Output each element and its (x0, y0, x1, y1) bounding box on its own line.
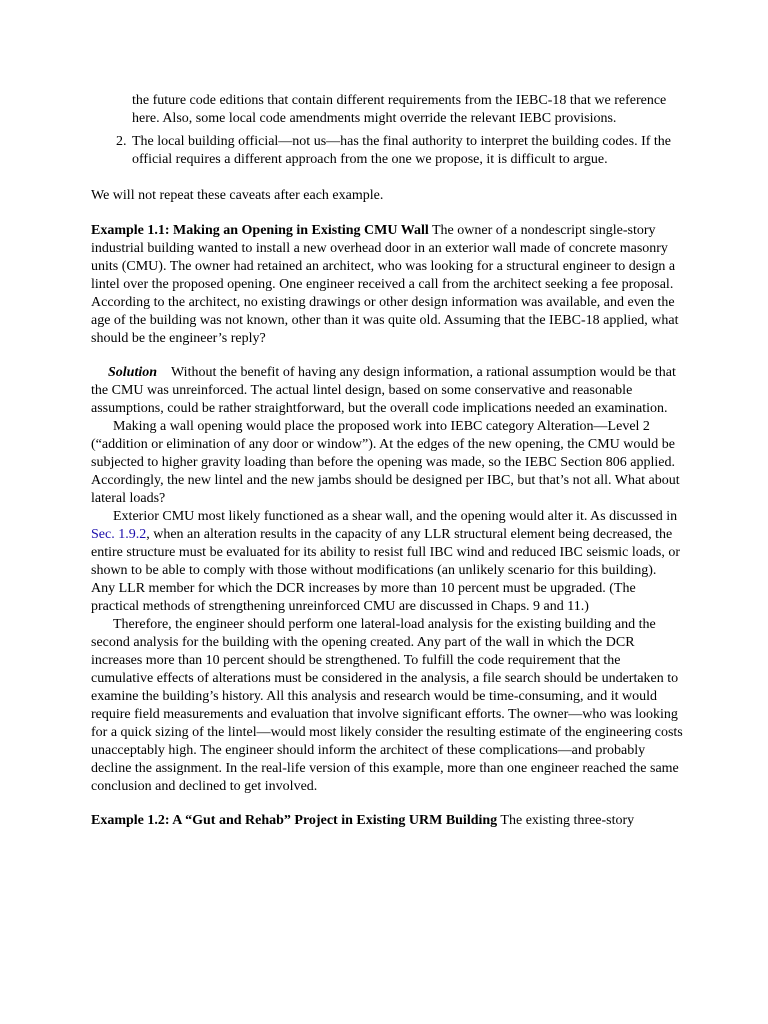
example-1-2 (91, 812, 683, 830)
solution-paragraph (91, 364, 683, 418)
example-1-1-text: The owner of a nondescript single-story industrial building wanted to install a new overhead door in an exterior wall made of concrete masonry units (CMU). The owner had retained an architect, who was looking for a structural engineer to design a lintel over the proposed opening. One engineer received a call from the architect seeking a fee proposal. According to the architect, no existing drawings or other design information was available, and even the age of the building was not known, other than it was quite old. Assuming that the IEBC-18 applied, what should be the engineer’s reply? (91, 223, 679, 346)
example-1-2-title: Example 1.2: A “Gut and Rehab” Project in Existing URM Building (91, 813, 498, 828)
section-cross-reference-link[interactable]: Sec. 1.9.2 (91, 527, 147, 542)
solution-text: Without the benefit of having any design information, a rational assumption would be that the CMU was unreinforced. The actual lintel design, based on some conservative and reasonable assumptions, could be rather straightforward, but the overall code implications needed an examination. (91, 365, 676, 416)
example-1-1 (91, 222, 683, 348)
document-page (91, 92, 683, 830)
exterior-cmu-text-before: Exterior CMU most likely functioned as a shear wall, and the opening would alter it. As discussed in (113, 509, 678, 524)
therefore-paragraph: Therefore, the engineer should perform one lateral-load analysis for the existing building and the second analysis for the building with the opening created. Any part of the wall in which the DCR increases more than 10 percent should be strengthened. To fulfill the code requirement that the cumulative effects of alterations must be considered in the analysis, a file search should be undertaken to examine the building’s history. All this analysis and research would be time-consuming, and it would require field measurements and evaluation that involve significant efforts. The owner—who was looking for a quick sizing of the lintel—would most likely consider the resulting estimate of the engineering costs unacceptably high. The engineer should inform the architect of these complications—and probably decline the assignment. In the real-life version of this example, more than one engineer reached the same conclusion and declined to get involved. (91, 617, 683, 794)
example-1-1-title: Example 1.1: Making an Opening in Existing CMU Wall (91, 223, 429, 238)
example-1-2-text: The existing three-story (497, 813, 635, 828)
solution-label: Solution (108, 365, 158, 380)
alteration-paragraph: Making a wall opening would place the proposed work into IEBC category Alteration—Level 2 (“addition or elimination of any door or window”). At the edges of the new opening, the CMU would be subjected to higher gravity loading than before the opening was made, so the IEBC Section 806 applied. Accordingly, the new lintel and the new jambs should be designed per IBC, but that’s not all. What about lateral loads? (91, 419, 680, 506)
exterior-cmu-paragraph (91, 508, 683, 616)
list-item-2-number: 2. (116, 134, 127, 149)
list-item-2 (116, 133, 683, 169)
caveat-note: We will not repeat these caveats after each example. (91, 188, 384, 203)
exterior-cmu-text-after: , when an alteration results in the capacity of any LLR structural element being decreased, the entire structure must be evaluated for its ability to resist full IBC wind and reduced IBC seismic loads, or shown to be able to comply with those without modifications (an unlikely scenario for this building). Any LLR member for which the DCR increases by more than 10 percent must be upgraded. (The practical methods of strengthening unreinforced CMU are discussed in Chaps. 9 and 11.) (91, 527, 681, 614)
list-item-1-continuation: the future code editions that contain different requirements from the IEBC-18 that we reference here. Also, some local code amendments might override the relevant IEBC provisions. (132, 93, 667, 126)
list-item-2-text: The local building official—not us—has the final authority to interpret the building codes. If the official requires a different approach from the one we propose, it is difficult to argue. (132, 134, 671, 167)
